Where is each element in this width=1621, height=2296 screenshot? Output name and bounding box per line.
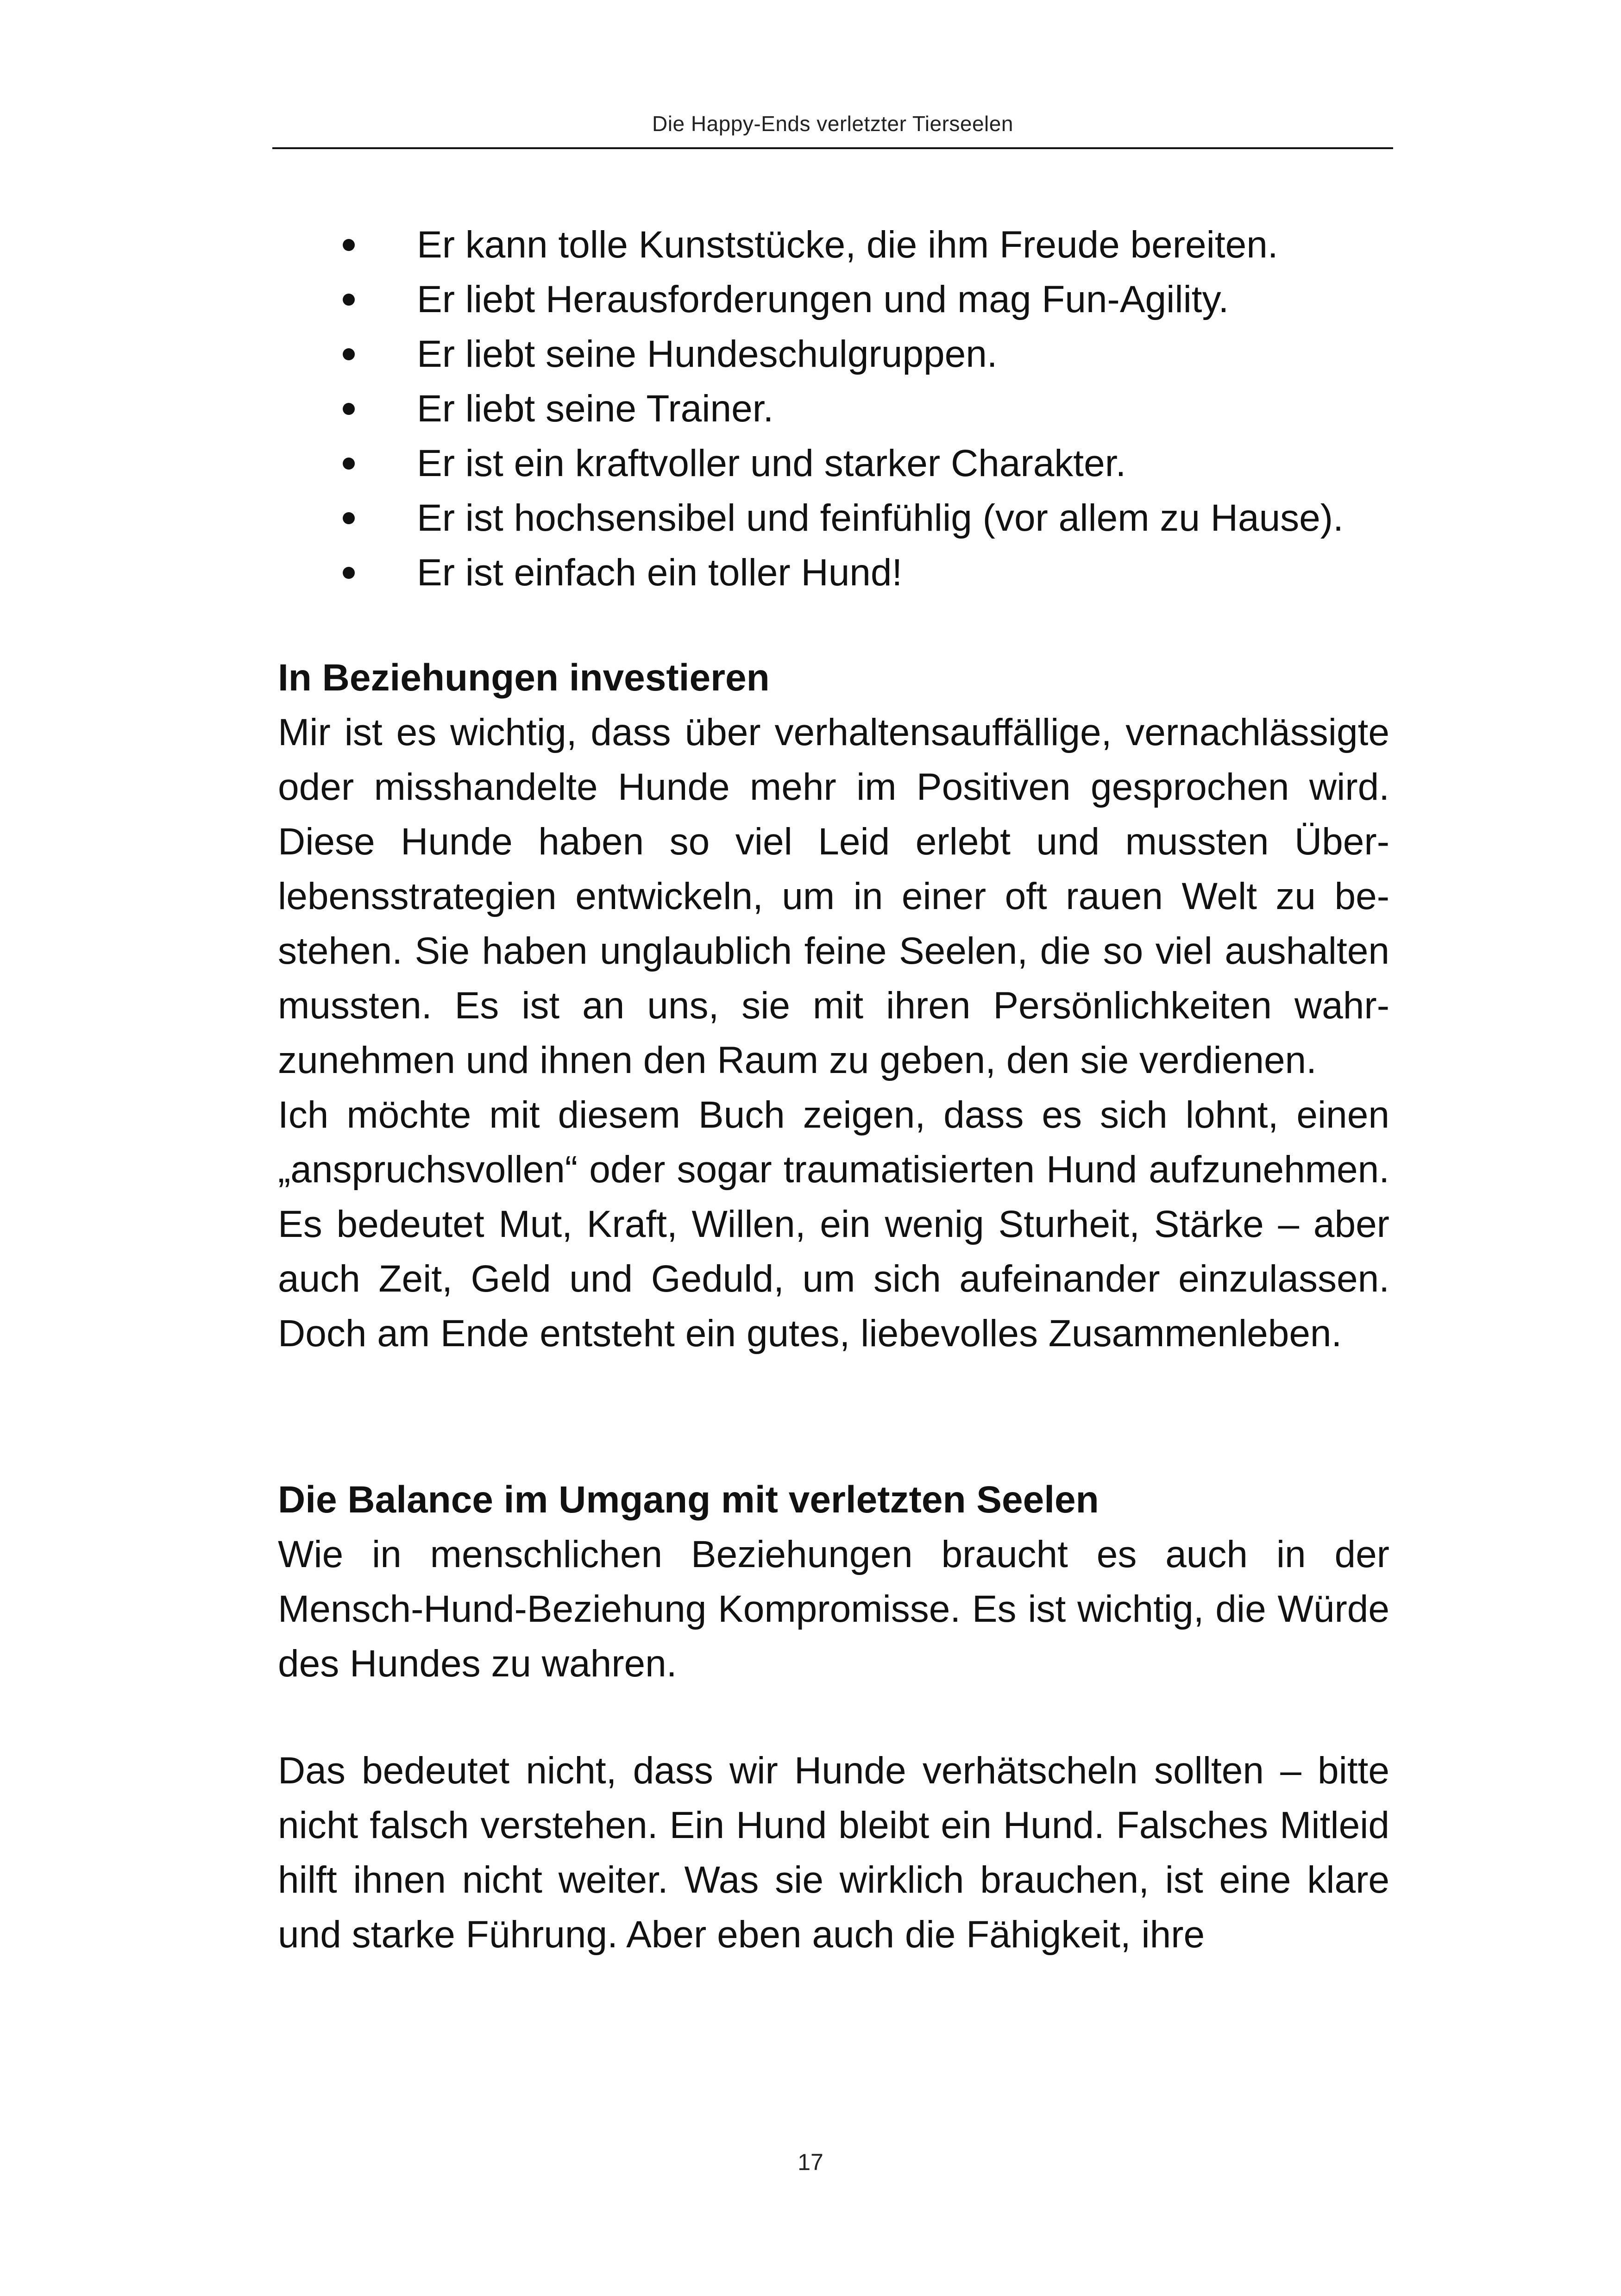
- list-item: [343, 546, 1344, 600]
- list-item-text: Er ist hochsensibel und feinfühlig (vor allem zu Hause).: [417, 497, 1344, 539]
- section-heading: Die Balance im Umgang mit verletzten Seelen: [278, 1479, 1099, 1521]
- list-item-text: Er liebt Herausforderungen und mag Fun-Agility.: [417, 278, 1229, 320]
- list-item: [343, 272, 1344, 327]
- list-item-text: Er kann tolle Kunststücke, die ihm Freude bereiten.: [417, 224, 1278, 266]
- list-item: [343, 327, 1344, 382]
- section-heading: In Beziehungen investieren: [278, 657, 770, 699]
- body-paragraph: Ich möchte mit diesem Buch zeigen, dass es sich lohnt, einen „anspruchsvollen“ oder sogar traumatisierten Hund aufzunehmen. Es bedeutet Mut, Kraft, Willen, ein wenig Sturheit, Stärke – aber auch Zeit, Geld und Geduld, um sich aufeinander einzulassen. Doch am Ende entsteht ein gutes, liebevolles Zusammenleben.: [278, 1094, 1389, 1355]
- header-divider: [272, 147, 1393, 149]
- bullet-icon: [343, 348, 355, 360]
- list-item-text: Er ist ein kraftvoller und starker Charakter.: [417, 442, 1126, 484]
- bullet-icon: [343, 239, 355, 251]
- bullet-icon: [343, 294, 355, 306]
- list-item-text: Er liebt seine Trainer.: [417, 388, 774, 430]
- bullet-icon: [343, 458, 355, 470]
- bullet-icon: [343, 403, 355, 415]
- section-continuation: [278, 1744, 1389, 1962]
- body-paragraph: Mir ist es wichtig, dass über verhaltensauffällige, vernachlässigte oder misshandelte Hunde mehr im Positiven gesprochen wird. Diese Hunde haben so viel Leid erlebt und mussten Überlebensstrategien entwickeln, um in einer oft rauen Welt zu bestehen. Sie haben unglaublich feine Seelen, die so viel aushalten mussten. Es ist an uns, sie mit ihren Persönlichkeiten wahrzunehmen und ihnen den Raum zu geben, den sie verdienen.: [278, 711, 1389, 1081]
- body-paragraph: Wie in menschlichen Beziehungen braucht es auch in der Mensch-Hund-Beziehung Kompromisse. Es ist wichtig, die Würde des Hundes zu wahren.: [278, 1533, 1389, 1685]
- list-item: [343, 382, 1344, 436]
- bullet-icon: [343, 512, 355, 524]
- section-relationships: [278, 651, 1389, 1361]
- list-item: [343, 436, 1344, 491]
- bullet-icon: [343, 567, 355, 579]
- page-number: 17: [798, 2149, 823, 2175]
- section-balance: [278, 1473, 1389, 1691]
- body-paragraph: Das bedeutet nicht, dass wir Hunde verhätscheln sollten – bitte nicht falsch verstehen. Ein Hund bleibt ein Hund. Falsches Mitleid hilft ihnen nicht weiter. Was sie wirklich brauchen, ist eine klare und starke Führung. Aber eben auch die Fähigkeit, ihre: [278, 1750, 1389, 1956]
- bullet-list: [343, 218, 1344, 600]
- list-item-text: Er ist einfach ein toller Hund!: [417, 552, 903, 594]
- list-item: [343, 491, 1344, 546]
- running-header: Die Happy-Ends verletzter Tierseelen: [652, 112, 1013, 136]
- list-item-text: Er liebt seine Hundeschulgruppen.: [417, 333, 998, 375]
- list-item: [343, 218, 1344, 272]
